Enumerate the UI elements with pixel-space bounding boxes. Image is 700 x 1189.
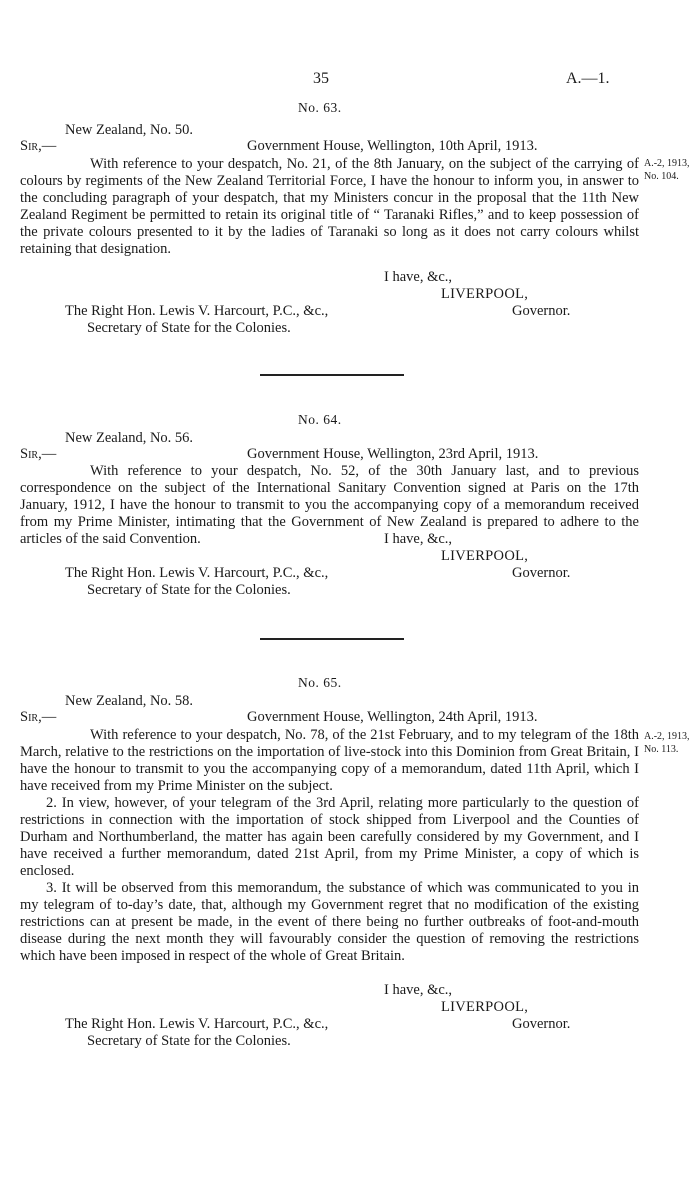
margin-line: A.-2, 1913, — [644, 158, 690, 169]
signer-title: Governor. — [512, 565, 571, 581]
addressee: The Right Hon. Lewis V. Harcourt, P.C., &c., — [65, 1016, 329, 1032]
despatch-body — [20, 463, 639, 548]
signer: LIVERPOOL, — [441, 999, 529, 1015]
signer-title: Governor. — [512, 1016, 571, 1032]
place-date: Government House, Wellington, 24th April, 1913. — [247, 709, 538, 725]
nz-reference: New Zealand, No. 58. — [65, 693, 194, 709]
page-number: 35 — [313, 70, 329, 87]
paragraph: With reference to your despatch, No. 21, of the 8th January, on the subject of the carrying of colours by regiments of the New Zealand Territorial Force, I have the honour to inform you, in answer to the concluding paragraph of your despatch, that my Ministers concur in the proposal that the 11th New Zealand Regiment be permitted to retain its original title of “ Taranaki Rifles,” and to keep possession of the private colours presented to it by the ladies of Taranaki so long as it does not carry colours whilst retaining that designation. — [20, 156, 639, 257]
place-date: Government House, Wellington, 10th April, 1913. — [247, 138, 538, 154]
paragraph: 2. In view, however, of your telegram of the 3rd April, relating more particularly to the question of restrictions in connection with the importation of stock shipped from Liverpool and the Counties of Durham and Northumberland, the matter has again been carefully considered by my Government, and I have received a further memorandum, dated 21st April, from my Prime Minister, a copy of which is enclosed. — [20, 795, 639, 879]
despatch-number: No. 64. — [298, 412, 342, 427]
secretary: Secretary of State for the Colonies. — [87, 582, 291, 598]
margin-line: A.-2, 1913, — [644, 731, 690, 742]
margin-line: No. 113. — [644, 744, 679, 755]
closing: I have, &c., — [384, 269, 453, 285]
place-date: Government House, Wellington, 23rd April, 1913. — [247, 446, 539, 462]
margin-line: No. 104. — [644, 171, 679, 182]
salutation: Sir,— — [20, 138, 57, 154]
signer: LIVERPOOL, — [441, 548, 529, 564]
secretary: Secretary of State for the Colonies. — [87, 1033, 291, 1049]
addressee: The Right Hon. Lewis V. Harcourt, P.C., &c., — [65, 303, 329, 319]
secretary: Secretary of State for the Colonies. — [87, 320, 291, 336]
margin-reference — [644, 157, 690, 183]
nz-reference: New Zealand, No. 56. — [65, 430, 194, 446]
despatch-number: No. 65. — [298, 675, 342, 690]
paragraph: With reference to your despatch, No. 78, of the 21st February, and to my telegram of the 18th March, relative to the restrictions on the importation of live-stock into this Dominion from Great Britain, I have the honour to transmit to you the accompanying copy of a memorandum, dated 11th April, which I have received from my Prime Minister on the subject. — [20, 727, 639, 794]
despatch-number: No. 63. — [298, 100, 342, 115]
paragraph: 3. It will be observed from this memorandum, the substance of which was communicated to you in my telegram of to-day’s date, that, although my Government regret that no modification of the existing restrictions can at present be made, in the event of there being no further outbreaks of foot-and-mouth disease during the next month they will favourably consider the question of removing the restrictions which have been imposed in respect of the whole of Great Britain. — [20, 880, 639, 964]
section-divider — [260, 638, 404, 640]
signer: LIVERPOOL, — [441, 286, 529, 302]
section-divider — [260, 374, 404, 376]
despatch-body — [20, 727, 639, 965]
document-reference: A.—1. — [566, 70, 610, 87]
salutation: Sir,— — [20, 446, 57, 462]
addressee: The Right Hon. Lewis V. Harcourt, P.C., &c., — [65, 565, 329, 581]
salutation: Sir,— — [20, 709, 57, 725]
closing: I have, &c., — [384, 531, 453, 547]
margin-reference — [644, 730, 690, 756]
nz-reference: New Zealand, No. 50. — [65, 122, 194, 138]
paragraph: With reference to your despatch, No. 52, of the 30th January last, and to previous correspondence on the subject of the International Sanitary Convention signed at Paris on the 17th January, 1912, I have the honour to transmit to you the accompanying copy of a memorandum received from my Prime Minister, intimating that the Government of New Zealand is prepared to adhere to the articles of the said Convention. — [20, 463, 639, 547]
closing: I have, &c., — [384, 982, 453, 998]
signer-title: Governor. — [512, 303, 571, 319]
despatch-body — [20, 156, 639, 258]
